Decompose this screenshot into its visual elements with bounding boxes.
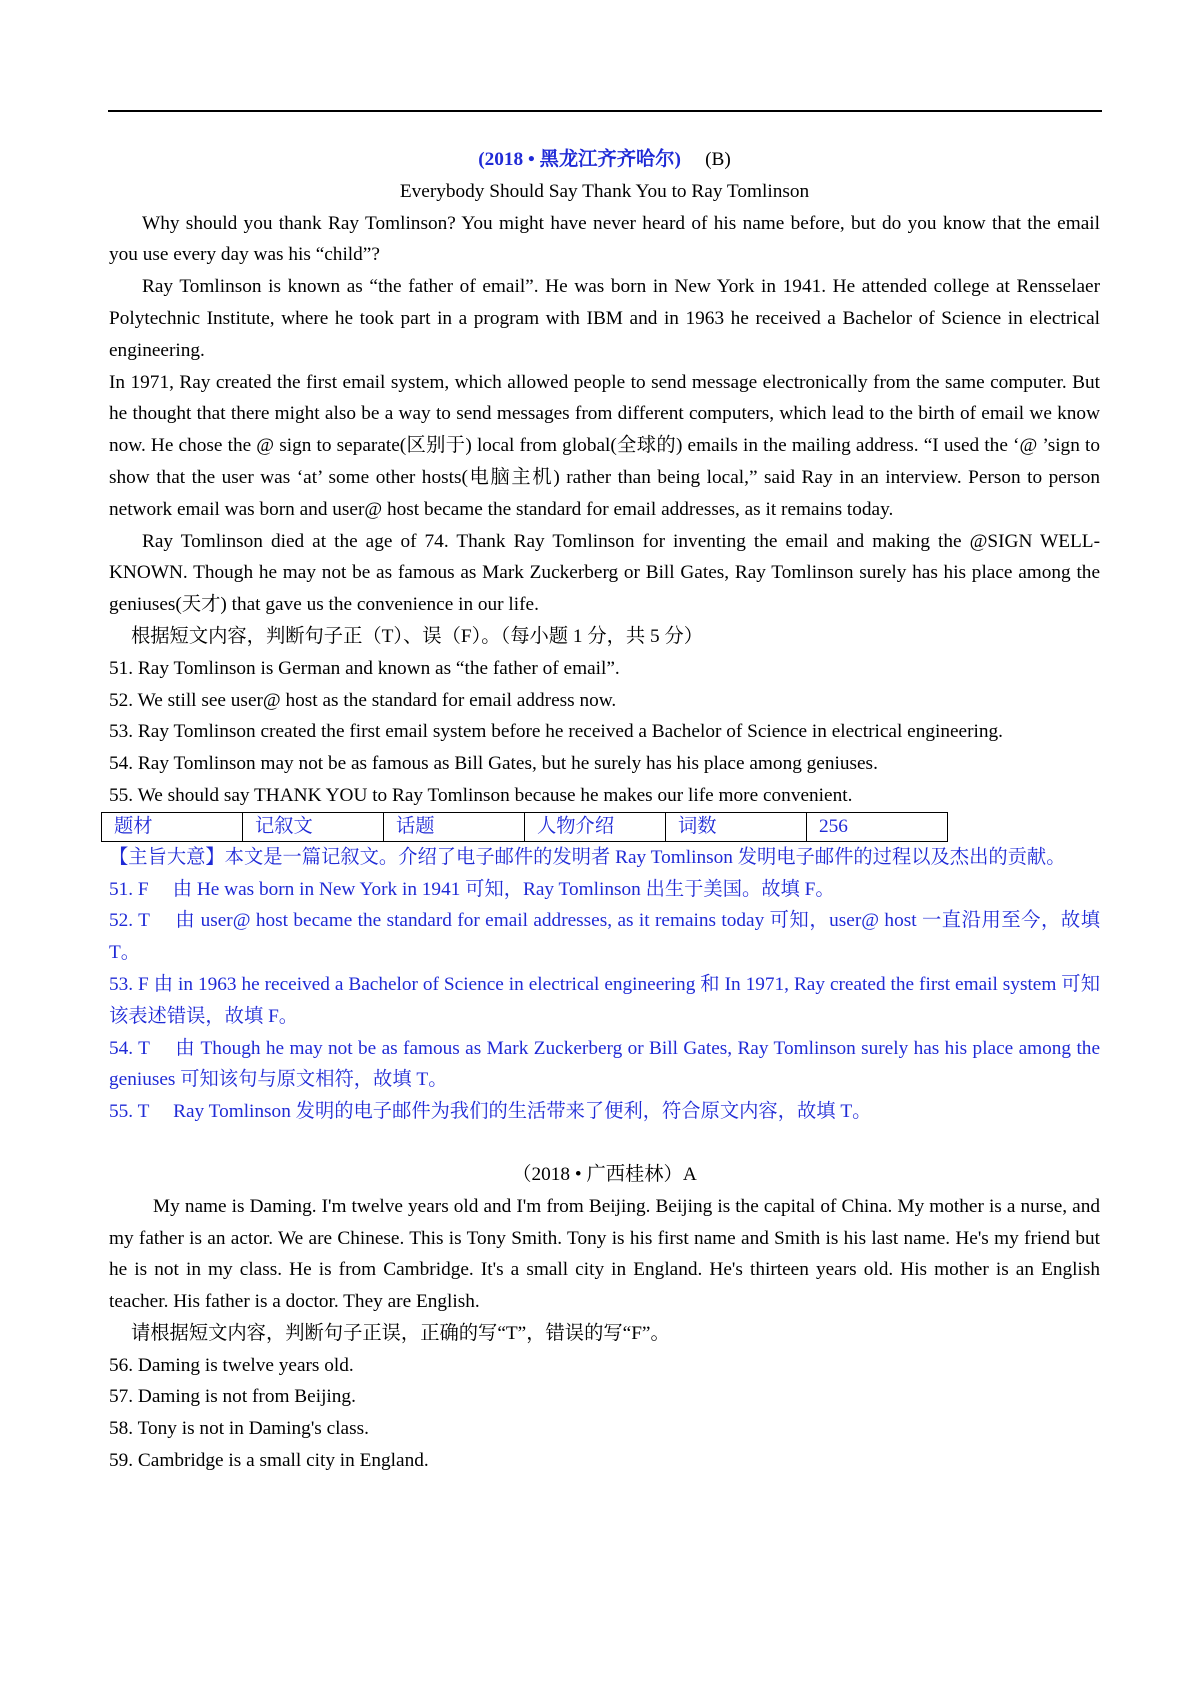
answer-55: 55. T Ray Tomlinson 发明的电子邮件为我们的生活带来了便利，符合原文内容，故填 T。 [109, 1101, 872, 1123]
info-cell-genre-value: 记叙文 [243, 812, 384, 841]
passage-paragraph-3: In 1971, Ray created the first email system, which allowed people to send message electronically from the same computer. But he thought that there might also be a way to send messages from different computers, which lead to the birth of email we know now. He chose the @ sign to separate(区别于) local from global(全球的) emails in the mailing address. “I used the ‘@ ’sign to show that the user was ‘at’ some other hosts(电脑主机) rather than being local,” said Ray in an interview. Person to person network email was born and user@ host became the standard for email addresses, as it remains today. [109, 371, 1100, 520]
passage-paragraph-2: Ray Tomlinson is known as “the father of email”. He was born in New York in 1941. He attended college at Rensselaer Polytechnic Institute, where he took part in a program with IBM and in 1963 he received a Bachelor of Science in electrical engineering. [109, 276, 1100, 361]
section1-label: (B) [705, 149, 731, 170]
question-54: 54. Ray Tomlinson may not be as famous as Bill Gates, but he surely has his place among geniuses. [109, 753, 878, 775]
info-table-row [102, 812, 948, 841]
section-gap [109, 1128, 1100, 1159]
passage-paragraph-4: Ray Tomlinson died at the age of 74. Thank Ray Tomlinson for inventing the email and making the @SIGN WELL-KNOWN. Though he may not be as famous as Mark Zuckerberg or Bill Gates, Ray Tomlinson surely has his place among the geniuses(天才) that gave us the convenience in our life. [109, 530, 1100, 616]
section1-heading [109, 144, 1100, 176]
main-idea: 【主旨大意】本文是一篇记叙文。介绍了电子邮件的发明者 Ray Tomlinson 发明电子邮件的过程以及杰出的贡献。 [109, 846, 1066, 868]
section2-instruction: 请根据短文内容，判断句子正误，正确的写“T”，错误的写“F”。 [131, 1322, 670, 1344]
section2-paragraph: My name is Daming. I'm twelve years old and I'm from Beijing. Beijing is the capital of China. My mother is a nurse, and my father is an actor. We are Chinese. This is Tony Smith. Tony is his first name and Smith is his last name. He's my friend but he is not in my class. He is from Cambridge. It's a small city in England. He's thirteen years old. His mother is an English teacher. His father is a doctor. They are English. [109, 1195, 1100, 1313]
question-52: 52. We still see user@ host as the standard for email address now. [109, 689, 617, 711]
header-rule [108, 110, 1102, 112]
section2-heading: （2018 • 广西桂林）A [512, 1163, 697, 1185]
question-58: 58. Tony is not in Daming's class. [109, 1418, 369, 1440]
answer-54: 54. T 由 Though he may not be as famous as Mark Zuckerberg or Bill Gates, Ray Tomlinson surely has his place among the geniuses 可知该句与原文相符，故填 T。 [109, 1037, 1100, 1091]
passage-paragraph-1: Why should you thank Ray Tomlinson? You might have never heard of his name before, but do you know that the email you use every day was his “child”? [109, 212, 1100, 266]
question-55: 55. We should say THANK YOU to Ray Tomlinson because he makes our life more convenient. [109, 784, 853, 806]
question-51: 51. Ray Tomlinson is German and known as “the father of email”. [109, 657, 620, 679]
question-57: 57. Daming is not from Beijing. [109, 1386, 356, 1408]
info-cell-genre-label: 题材 [102, 812, 243, 841]
passage-title: Everybody Should Say Thank You to Ray Tomlinson [399, 180, 810, 202]
info-cell-topic-label: 话题 [384, 812, 525, 841]
info-cell-wordcount-label: 词数 [666, 812, 807, 841]
answer-51: 51. F 由 He was born in New York in 1941 可知，Ray Tomlinson 出生于美国。故填 F。 [109, 878, 835, 900]
question-53: 53. Ray Tomlinson created the first email system before he received a Bachelor of Science in electrical engineering. [109, 721, 1003, 743]
section1-source: (2018 • 黑龙江齐齐哈尔) [478, 149, 681, 170]
answer-53: 53. F 由 in 1963 he received a Bachelor of Science in electrical engineering 和 In 1971, Ray created the first email system 可知该表述错误，故填 F。 [109, 973, 1100, 1027]
info-cell-wordcount-value: 256 [807, 812, 948, 841]
question-56: 56. Daming is twelve years old. [109, 1354, 354, 1376]
document-page [109, 144, 1100, 1477]
passage-info-table [101, 812, 948, 842]
answer-52: 52. T 由 user@ host became the standard for email addresses, as it remains today 可知，user@ host 一直沿用至今，故填 T。 [109, 910, 1100, 964]
section1-instruction: 根据短文内容，判断句子正（T）、误（F）。（每小题 1 分，共 5 分） [131, 625, 704, 647]
question-59: 59. Cambridge is a small city in England. [109, 1450, 429, 1472]
info-cell-topic-value: 人物介绍 [525, 812, 666, 841]
